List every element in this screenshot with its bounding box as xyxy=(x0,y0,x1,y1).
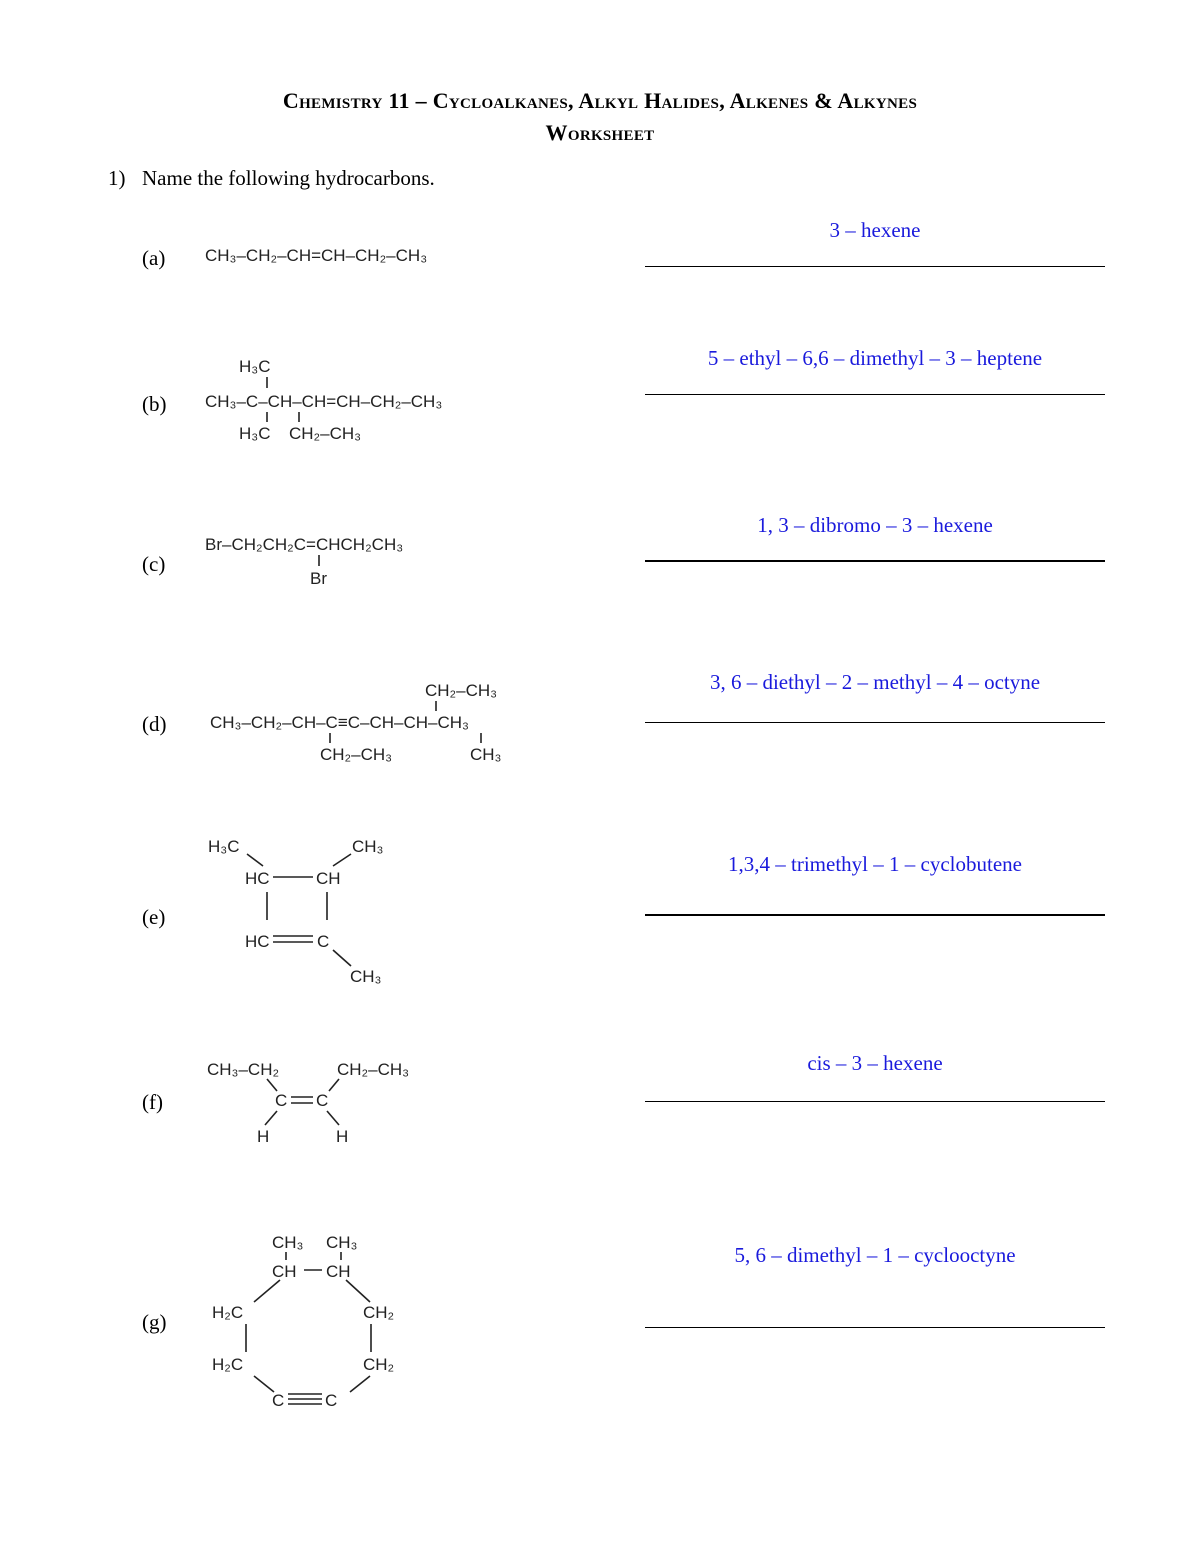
structure-e-c1: HC xyxy=(245,869,270,888)
answer-line-e xyxy=(645,914,1105,916)
structure-d-bottom-right: CH₃ xyxy=(470,745,502,764)
page-title: Chemistry 11 – Cycloalkanes, Alkyl Halides, Alkenes & Alkynes xyxy=(282,88,918,113)
structure-f-ethyl-right: CH₂–CH₃ xyxy=(337,1060,410,1079)
structure-g-h2c-1: H₂C xyxy=(212,1303,244,1322)
item-label-b: (b) xyxy=(142,392,167,416)
structure-e-methyl-tl: H₃C xyxy=(208,837,240,856)
structure-g-c-2: C xyxy=(325,1391,338,1410)
answer-b: 5 – ethyl – 6,6 – dimethyl – 3 – heptene xyxy=(707,346,1043,370)
structure-a xyxy=(205,240,505,270)
question-1 xyxy=(108,166,435,191)
answer-f: cis – 3 – hexene xyxy=(807,1051,943,1075)
structure-g-ch2-1: CH₂ xyxy=(363,1303,395,1322)
answer-line-g xyxy=(645,1327,1105,1328)
structure-e-c2: CH xyxy=(316,869,341,888)
question-number: 1) xyxy=(108,166,126,190)
answer-line-c xyxy=(645,560,1105,562)
structure-g-ch-1: CH xyxy=(272,1262,297,1281)
page-subtitle: Worksheet xyxy=(545,120,655,145)
answer-a: 3 – hexene xyxy=(829,218,921,242)
item-label-e: (e) xyxy=(142,905,166,929)
item-label-f: (f) xyxy=(142,1090,163,1114)
structure-b xyxy=(205,352,535,447)
structure-b-bottom-left: H₃C xyxy=(239,424,271,443)
structure-f-h1: H xyxy=(257,1127,270,1146)
structure-g-methyl-1: CH₃ xyxy=(272,1233,304,1252)
structure-d-bottom-left: CH₂–CH₃ xyxy=(320,745,393,764)
structure-c-main: Br–CH₂CH₂C=CHCH₂CH₃ xyxy=(205,535,404,554)
item-label-d: (d) xyxy=(142,712,167,736)
structure-c xyxy=(205,530,465,590)
structure-e-c3: HC xyxy=(245,932,270,951)
answer-e: 1,3,4 – trimethyl – 1 – cyclobutene xyxy=(728,852,1022,876)
answer-g: 5, 6 – dimethyl – 1 – cyclooctyne xyxy=(734,1243,1016,1267)
answer-line-f xyxy=(645,1101,1105,1102)
structure-f-c1: C xyxy=(275,1091,288,1110)
structure-d xyxy=(210,676,570,771)
structure-b-top: H₃C xyxy=(239,357,271,376)
item-label-c: (c) xyxy=(142,552,166,576)
answer-c: 1, 3 – dibromo – 3 – hexene xyxy=(757,513,993,537)
structure-e-methyl-tr: CH₃ xyxy=(352,837,384,856)
answer-line-b xyxy=(645,394,1105,395)
structure-g-ch-2: CH xyxy=(326,1262,351,1281)
structure-b-main: CH₃–C–CH–CH=CH–CH₂–CH₃ xyxy=(205,392,443,411)
item-label-a: (a) xyxy=(142,246,166,270)
structure-f xyxy=(205,1055,445,1150)
structure-f-h2: H xyxy=(336,1127,349,1146)
structure-f-c2: C xyxy=(316,1091,329,1110)
structure-f-ethyl-left: CH₃–CH₂ xyxy=(207,1060,280,1079)
structure-c-sub: Br xyxy=(310,569,327,588)
structure-d-main: CH₃–CH₂–CH–C≡C–CH–CH–CH₃ xyxy=(210,713,469,732)
structure-g-c-1: C xyxy=(272,1391,285,1410)
structure-b-bottom-right: CH₂–CH₃ xyxy=(289,424,362,443)
structure-d-top: CH₂–CH₃ xyxy=(425,681,498,700)
structure-g-methyl-2: CH₃ xyxy=(326,1233,358,1252)
structure-g-ch2-2: CH₂ xyxy=(363,1355,395,1374)
item-label-g: (g) xyxy=(142,1310,167,1334)
structure-e-c4: C xyxy=(317,932,330,951)
answer-line-d xyxy=(645,722,1105,723)
structure-e xyxy=(205,832,425,992)
structure-e-methyl-br: CH₃ xyxy=(350,967,382,986)
question-text: Name the following hydrocarbons. xyxy=(142,166,435,190)
answer-d: 3, 6 – diethyl – 2 – methyl – 4 – octyne xyxy=(709,670,1041,694)
answer-line-a xyxy=(645,266,1105,267)
structure-g-h2c-2: H₂C xyxy=(212,1355,244,1374)
structure-a-formula: CH₃–CH₂–CH=CH–CH₂–CH₃ xyxy=(205,246,428,265)
structure-g xyxy=(208,1228,428,1418)
